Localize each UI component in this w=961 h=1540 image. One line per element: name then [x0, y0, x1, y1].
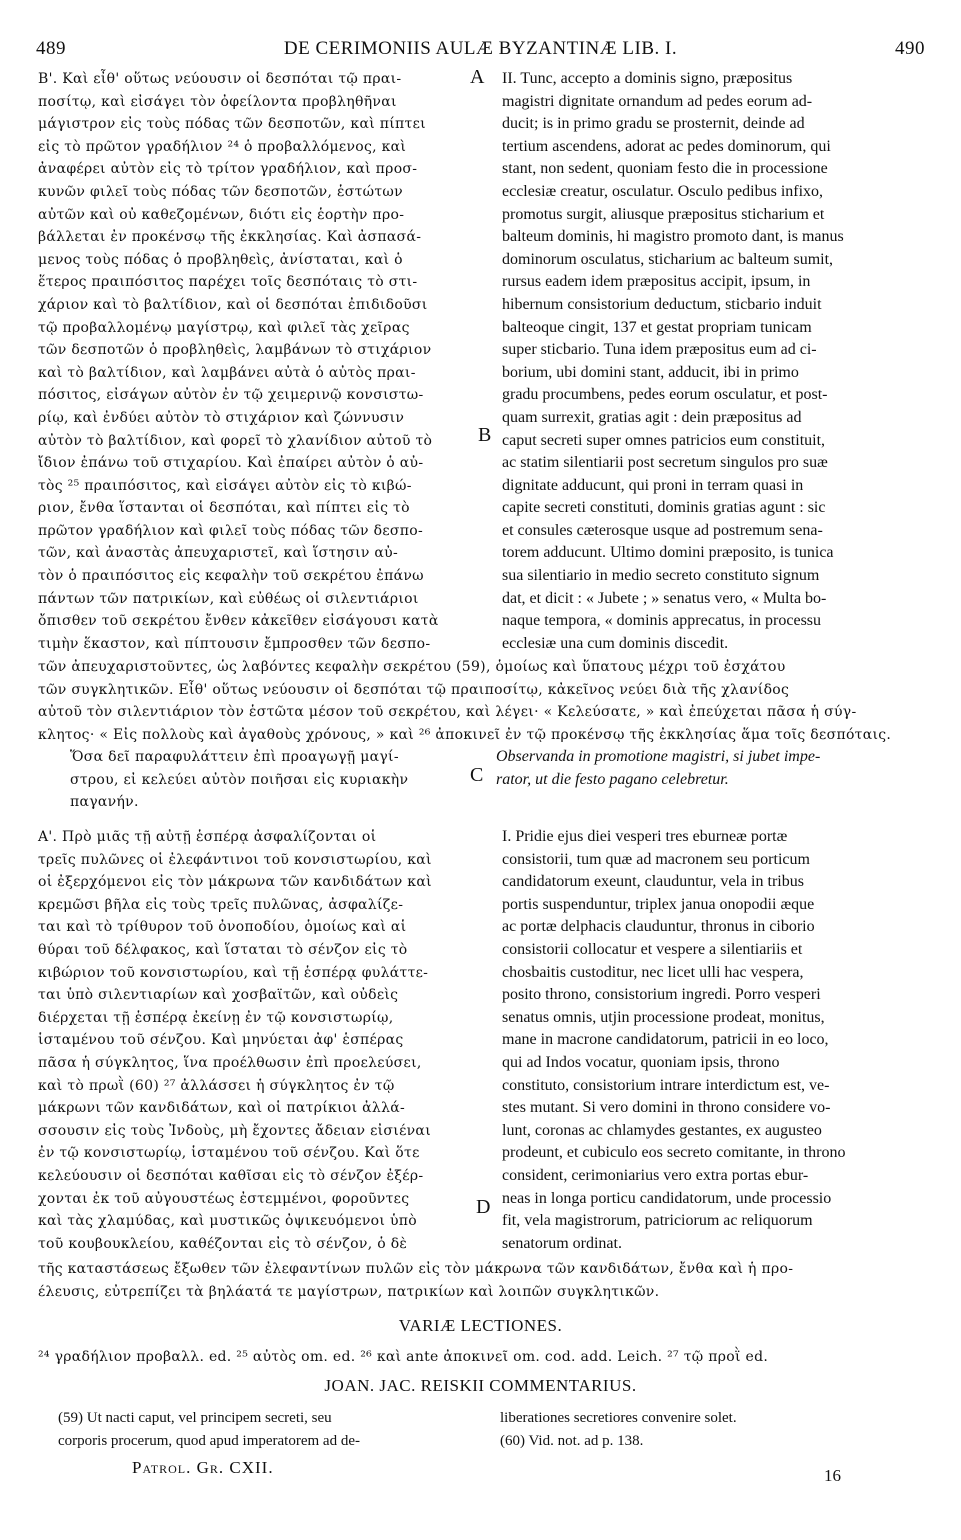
- greek-line: οἱ ἐξερχόμενοι εἰς τὸν μάκρωνα τῶν κανδιδάτων καὶ: [38, 874, 432, 891]
- greek-line: κυνῶν φιλεῖ τοὺς πόδας τῶν δεσποτῶν, ἑστώτων: [38, 183, 403, 200]
- latin-line: neas in longa porticu candidatorum, unde processio: [502, 1189, 832, 1207]
- latin-line: mane in macrone candidatorum, patricii in eo loco,: [502, 1031, 829, 1049]
- greek-line: χονται ἐκ τοῦ αὐγουστέως ἐστεμμένοι, φοροῦντες: [38, 1190, 410, 1207]
- greek-line: τῆς καταστάσεως ἔξωθεν τῶν ἐλεφαντίνων πυλῶν εἰς τὸν μάκρωνα τῶν κανδιδάτων, ἔνθα καὶ ἡ προ-: [38, 1261, 794, 1277]
- greek-line: ἴδιον ἐπάνω τοῦ στιχαρίου. Καὶ ἐπαίρει αὐτὸν ὁ αὐ-: [38, 455, 424, 472]
- latin-line: lunt, coronas ac chlamydes gestantes, ex augusteo: [502, 1121, 822, 1139]
- greek-line: τὸς ²⁵ πραιπόσιτος, καὶ εἰσάγει αὐτὸν εἰς τὸ κιβώ-: [38, 477, 412, 494]
- latin-line: I. Pridie ejus diei vesperi tres eburneæ portæ: [502, 828, 788, 845]
- latin-line: constituto, consistorium intrare interdictum est, ve-: [502, 1076, 830, 1094]
- greek-line: Α'. Πρὸ μιᾶς τῇ αὐτῇ ἑσπέρᾳ ἀσφαλίζονται οἱ: [38, 829, 377, 845]
- latin-line: dignitate adducunt, qui proni in terram quasi in: [502, 476, 804, 494]
- greek-line: τρεῖς πυλῶνες οἱ ἐλεφάντινοι τοῦ κονσιστωρίου, καὶ: [38, 851, 432, 868]
- greek-line: κελεύουσιν οἱ δεσπόται καθῖσαι εἰς τὸ σένζον ἐξέρ-: [38, 1167, 424, 1184]
- greek-line: τῶν, καὶ ἀναστὰς ἀπευχαριστεῖ, καὶ ἵστησιν αὐ-: [38, 545, 399, 562]
- latin-line: chosbaitis custoditur, nec licet ulli hac vespera,: [502, 963, 804, 981]
- latin-line: naque tempora, « dominis apprecatus, in processu: [502, 612, 822, 630]
- latin-line: consident, cerimoniarius vero extra portas ebur-: [502, 1166, 809, 1184]
- greek-line: ἀναφέρει αὐτὸν εἰς τὸ τρίτον γραδήλιον, καὶ προσ-: [38, 161, 418, 178]
- footer-series: Patrol. Gr. CXII.: [132, 1458, 274, 1477]
- latin-line: senatus omnis, utjin processione prodeat, monitus,: [502, 1008, 825, 1026]
- latin-line: balteoque cingit, 137 et gestat propriam tunicam: [502, 318, 812, 336]
- latin-line: balteum dominis, hi magistro promoto dant, is manus: [502, 228, 844, 246]
- latin-line: tertium ascendens, adorat ac pedes dominorum, qui: [502, 137, 831, 155]
- greek-line: εἰς τὸ πρῶτον γραδήλιον ²⁴ ὁ προβαλλόμενος, καὶ: [38, 138, 407, 155]
- greek-column-bottom: [38, 826, 478, 1255]
- greek-line: τῶν ἀπευχαριστοῦντες, ὡς λαβόντες κεφαλὴν σεκρέτου (59), ὁμοίως καὶ ὕπατους μέχρι τοῦ ἐσχάτου: [38, 659, 786, 675]
- heading-line: παγανήν.: [70, 794, 139, 811]
- latin-line: stant, non sedent, quoniam festo die in processione: [502, 160, 828, 178]
- latin-line: consistorii, tum quæ ad macronem seu porticum: [502, 850, 810, 868]
- greek-line: κιβώριον τοῦ κονσιστωρίου, καὶ τῇ ἑσπέρᾳ φυλάττε-: [38, 964, 429, 981]
- greek-line: αὐτοῦ τὸν σιλεντιάριον τὸν ἑστῶτα μέσον τοῦ σεκρέτου, καὶ λέγει· « Κελεύσατε, » καὶ ἐπεύχεται πᾶσα ἡ σύγ-: [38, 704, 857, 721]
- greek-line: καὶ τὸ πρωῒ (60) ²⁷ ἀλλάσσει ἡ σύγκλητος ἐν τῷ: [38, 1077, 395, 1094]
- margin-letter-d: D: [476, 1196, 491, 1218]
- latin-line: rursus eadem idem præpositus accipit, ipsum, in: [502, 273, 811, 291]
- greek-line: θύραι τοῦ δέλφακος, καὶ ἵσταται τὸ σένζον εἰς τὸ: [38, 941, 408, 958]
- greek-line: ριον, ἔνθα ἵστανται οἱ δεσπόται, καὶ πίπτει εἰς τὸ: [38, 500, 410, 517]
- commentary-line: corporis procerum, quod apud imperatorem ad de-: [58, 1432, 360, 1449]
- latin-line: stes mutant. Si vero domini in throno considere vo-: [502, 1099, 831, 1117]
- greek-line: ὄπισθεν τοῦ σεκρέτου ἔνθεν κἀκεῖθεν εἰσάγουσι κατὰ: [38, 613, 439, 630]
- greek-line: πάντων τῶν πατρικίων, καὶ εὐθέως οἱ σιλεντιάριοι: [38, 590, 419, 607]
- commentary-line: (60) Vid. not. ad p. 138.: [500, 1432, 644, 1449]
- latin-line: sua silentiario in medio secreto constituto signum: [502, 567, 820, 585]
- greek-line: χάριον καὶ τὸ βαλτίδιον, καὶ οἱ δεσπόται ἐπιδιδοῦσι: [38, 296, 428, 313]
- greek-line: αὐτὸν τὸ βαλτίδιον, καὶ φορεῖ τὸ χλανίδιον αὐτοῦ τὸ: [38, 432, 433, 449]
- latin-column-bottom: [502, 826, 932, 1255]
- greek-line: κλητος· « Εἰς πολλοὺς καὶ ἀγαθοὺς χρόνους, » καὶ ²⁶ ἀποκινεῖ ἐν τῷ προκένσῳ τῆς ἐκκλησίας ἅμα τοῖς δεσπόταις.: [38, 726, 892, 743]
- greek-line: βάλλεται ἐν προκένσῳ τῆς ἐκκλησίας. Καὶ ἀσπασά-: [38, 229, 422, 246]
- greek-line: τῶν δεσποτῶν ὁ προβληθεὶς, λαμβάνων τὸ στιχάριον: [38, 342, 432, 359]
- greek-line: μάκρωνι τῶν κανδιδάτων, καὶ οἱ πατρίκιοι ἀλλά-: [38, 1100, 406, 1117]
- latin-line: posito throno, consistorium ingredi. Porro vesperi: [502, 986, 821, 1004]
- greek-line: διέρχεται τῇ ἑσπέρᾳ ἐκείνῃ ἐν τῷ κονσιστωρίῳ,: [38, 1009, 394, 1026]
- commentary-line: liberationes secretiores convenire solet.: [500, 1410, 737, 1426]
- latin-line: dat, et dicit : « Jubete ; » senatus vero, « Multa bo-: [502, 589, 827, 607]
- latin-line: hibernum consistorium deductum, sticbario induit: [502, 295, 822, 313]
- greek-line: πρῶτον γραδήλιον καὶ φιλεῖ τοὺς πόδας τῶν δεσπο-: [38, 522, 424, 539]
- latin-line: qui ad Indos vocatur, quoniam ipsis, throno: [502, 1053, 780, 1071]
- latin-line: ducit; is in primo gradu se prosternit, deinde ad: [502, 115, 805, 133]
- greek-line: Β'. Καὶ εἶθ' οὕτως νεύουσιν οἱ δεσπόται τῷ πραι-: [38, 71, 402, 87]
- latin-line: borium, ubi domini stant, adducit, ibi in primo: [502, 363, 799, 381]
- latin-line: gradu procumbens, pedes eorum osculatur, et post-: [502, 386, 828, 404]
- heading-line: Ὅσα δεῖ παραφυλάττειν ἐπὶ προαγωγῇ μαγί-: [70, 749, 399, 765]
- latin-column-top: [502, 68, 932, 655]
- greek-line: ἱσταμένου τοῦ σένζου. Καὶ μηνύεται ἀφ' ἑσπέρας: [38, 1032, 404, 1049]
- latin-line: caput secreti super omnes patricios eum constituit,: [502, 431, 826, 449]
- latin-line: prodeunt, et cubiculo eos secreto comitante, in throno: [502, 1144, 846, 1162]
- greek-line: μάγιστρον εἰς τοὺς πόδας τῶν δεσποτῶν, καὶ πίπτει: [38, 116, 426, 133]
- latin-line: et consules cæterosque usque ad postremum sena-: [502, 521, 823, 539]
- greek-full-width-2: [38, 1258, 928, 1303]
- variae-line: ²⁴ γραδήλιον προβαλλ. ed. ²⁵ αὐτὸς om. ed. ²⁶ καὶ ante ἀποκινεῖ om. cod. add. Leich. ²⁷ τῷ προῒ ed.: [38, 1349, 769, 1365]
- greek-line: καὶ τὰς χλαμύδας, καὶ μυστικῶς ὀψικευόμενοι ὑπὸ: [38, 1213, 417, 1230]
- greek-line: μενος τοὺς πόδας ὁ προβληθεὶς, ἀνίσταται, καὶ ὁ: [38, 251, 403, 268]
- greek-line: ται ὑπὸ σιλεντιαρίων καὶ χοσβαϊτῶν, καὶ οὐδεὶς: [38, 987, 399, 1004]
- latin-line: magistri dignitate ornandum ad pedes eorum ad-: [502, 92, 813, 110]
- latin-line: consistorii collocatur et vespere a silentiariis et: [502, 940, 803, 958]
- commentary-line: (59) Ut nacti caput, vel principem secreti, seu: [58, 1410, 332, 1426]
- greek-full-width-1: [38, 656, 928, 746]
- latin-line: torem adducunt. Ultimo domini præposito, is tunica: [502, 544, 834, 562]
- page-number-left: 489: [36, 38, 66, 59]
- greek-line: ται καὶ τὸ τρίθυρον τοῦ ὀνοποδίου, ὁμοίως καὶ αἱ: [38, 919, 407, 936]
- greek-line: τῶν συγκλητικῶν. Εἶθ' οὕτως νεύουσιν οἱ δεσπόται τῷ πραιποσίτῳ, κἀκεῖνος νεύει διὰ τῆς χλανίδος: [38, 681, 790, 698]
- latin-line: dominorum osculatus, sticharium ac balteum sumit,: [502, 250, 834, 268]
- latin-section-heading: [496, 746, 936, 791]
- greek-line: τοῦ κουβουκλείου, καθέζονται εἰς τὸ σένζον, ὁ δὲ: [38, 1235, 408, 1252]
- greek-line: κρεμῶσι βῆλα εἰς τοὺς τρεῖς πυλῶνας, ἀσφαλίζε-: [38, 896, 404, 913]
- greek-line: ἕτερος πραιπόσιτος παρέχει τοῖς δεσπόταις τὸ στι-: [38, 274, 418, 291]
- heading-line: rator, ut die festo pagano celebretur.: [496, 770, 729, 788]
- greek-line: τῷ προβαλλομένῳ μαγίστρῳ, καὶ φιλεῖ τὰς χεῖρας: [38, 319, 410, 336]
- margin-letter-b: B: [478, 424, 492, 446]
- latin-line: candidatorum exeunt, clauduntur, vela in tribus: [502, 873, 804, 891]
- heading-line: Observanda in promotione magistri, si jubet impe-: [496, 748, 821, 765]
- page-number-right: 490: [895, 38, 925, 59]
- greek-line: πόσιτος, εἰσάγων αὐτὸν ἐν τῷ χειμερινῷ κονσιστω-: [38, 387, 424, 404]
- margin-letter-c: C: [470, 764, 484, 786]
- latin-line: super sticbario. Tuna idem præpositus eum ad ci-: [502, 341, 817, 359]
- margin-letter-a: A: [470, 66, 485, 88]
- latin-line: quam surrexit, gratias agit : dein præpositus ad: [502, 408, 802, 426]
- latin-line: ecclesiæ una cum dominis discedit.: [502, 634, 729, 652]
- latin-line: ac statim silentiarii post secretum singulos pro suæ: [502, 454, 828, 472]
- greek-section-heading: [70, 746, 470, 814]
- latin-line: capite secreti constituti, dominis gratias agunt : sic: [502, 499, 826, 517]
- latin-line: promotus surgit, aliusque præpositus sticharium et: [502, 205, 825, 223]
- greek-line: ποσίτῳ, καὶ εἰσάγει τὸν ὀφείλοντα προβληθῆναι: [38, 93, 397, 110]
- latin-line: senatorum ordinat.: [502, 1234, 622, 1252]
- greek-line: ἐν τῷ κονσιστωρίῳ, ἱσταμένου τοῦ σένζου. Καὶ ὅτε: [38, 1145, 420, 1162]
- latin-line: ac portæ delphacis clauduntur, thronus in ciborio: [502, 918, 815, 936]
- greek-line: σσουσιν εἰς τοὺς Ἰνδοὺς, μὴ ἔχοντες ἄδειαν εἰσιέναι: [38, 1122, 431, 1139]
- variae-lectiones-title: VARIÆ LECTIONES.: [398, 1316, 563, 1335]
- greek-line: πᾶσα ἡ σύγκλητος, ἵνα προέλθωσιν ἐπὶ προελεύσει,: [38, 1054, 422, 1071]
- heading-line: στρου, εἰ κελεύει αὐτὸν ποιῆσαι εἰς κυριακὴν: [70, 771, 409, 788]
- running-title: DE CERIMONIIS AULÆ BYZANTINÆ LIB. I.: [283, 38, 678, 59]
- latin-line: fit, vela magistrorum, patriciorum ac reliquorum: [502, 1212, 813, 1230]
- commentary-left: [58, 1408, 478, 1453]
- latin-line: ecclesiæ creatur, osculatur. Osculo pedibus infixo,: [502, 182, 824, 200]
- greek-line: αὐτῶν καὶ οὐ καθεζομένων, διότι εἰς ἑορτὴν προ-: [38, 206, 405, 223]
- latin-line: II. Tunc, accepto a dominis signo, præpositus: [502, 70, 793, 87]
- footer-signature: 16: [824, 1466, 841, 1485]
- greek-line: καὶ τὸ βαλτίδιον, καὶ λαμβάνει αὐτὰ ὁ αὐτὸς πραι-: [38, 364, 416, 381]
- commentary-right: [500, 1408, 930, 1453]
- greek-line: έλευσις, εὐτρεπίζει τὰ βηλάατά τε μαγίστρων, πατρικίων καὶ λοιπῶν συγκλητικῶν.: [38, 1283, 660, 1300]
- greek-column-top: [38, 68, 478, 655]
- greek-line: τὸν ὁ πραιπόσιτος εἰς κεφαλὴν τοῦ σεκρέτου ἐπάνω: [38, 568, 424, 585]
- greek-line: τιμὴν ἕκαστον, καὶ πίπτουσιν ἔμπροσθεν τῶν δεσπο-: [38, 635, 431, 652]
- latin-line: portis suspenduntur, triplex janua onopodii æque: [502, 895, 815, 913]
- variae-lectiones-text: [38, 1346, 928, 1369]
- greek-line: ρίῳ, καὶ ἐνδύει αὐτὸν τὸ στιχάριον καὶ ζώννυσιν: [38, 409, 405, 426]
- commentary-title: JOAN. JAC. REISKII COMMENTARIUS.: [324, 1376, 637, 1395]
